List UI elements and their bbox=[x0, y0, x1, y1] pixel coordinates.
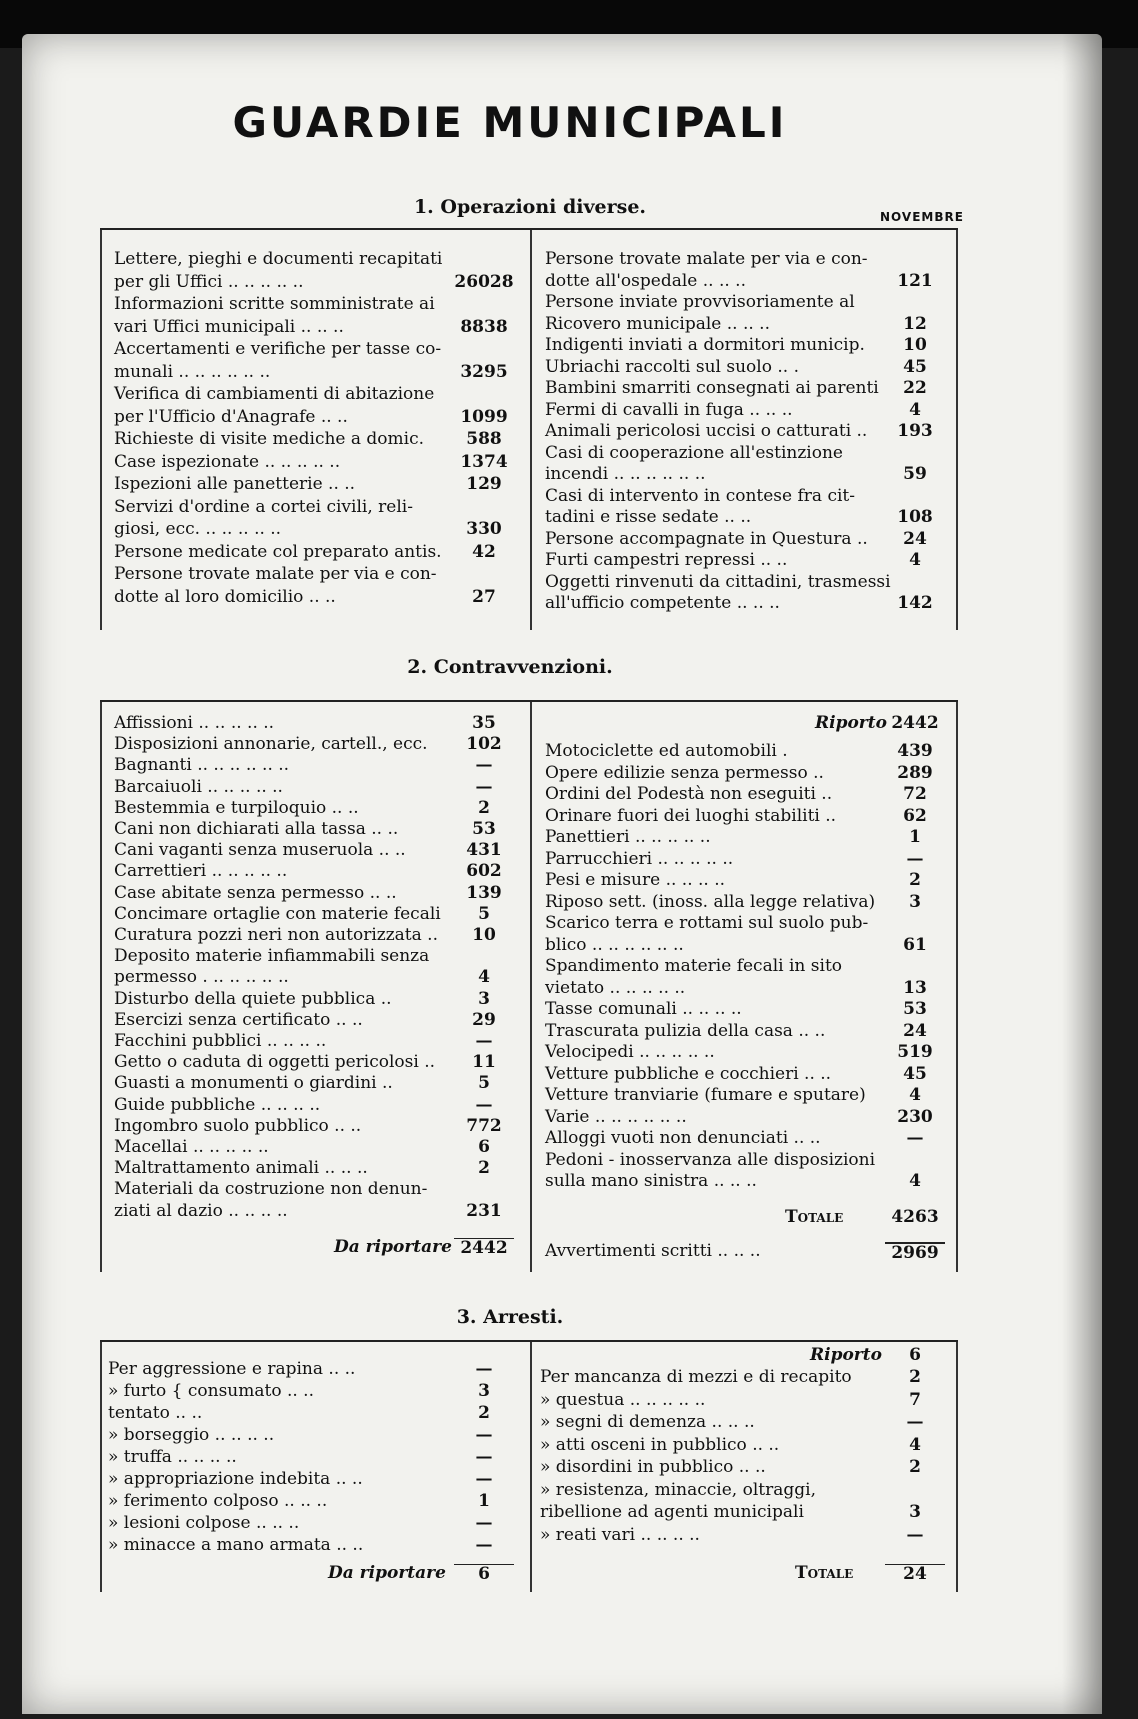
row-value: 772 bbox=[466, 1115, 502, 1136]
row-label: per l'Ufficio d'Anagrafe .. .. bbox=[114, 406, 348, 427]
row-label: Getto o caduta di oggetti pericolosi .. bbox=[114, 1052, 436, 1073]
row-label: Case abitate senza permesso .. .. bbox=[114, 882, 397, 903]
row-label: Persone medicate col preparato antis. bbox=[114, 541, 442, 562]
row-label: Materiali da costruzione non denun- bbox=[114, 1179, 428, 1200]
row-value: 10 bbox=[903, 335, 927, 355]
row-label: munali .. .. .. .. .. .. bbox=[114, 361, 271, 382]
row-value: 3 bbox=[478, 1381, 490, 1401]
row-label: Maltrattamento animali .. .. .. bbox=[114, 1158, 368, 1179]
month-label: NOVEMBRE bbox=[880, 210, 964, 224]
row-value: — bbox=[475, 755, 493, 776]
row-value: 519 bbox=[897, 1042, 933, 1062]
row-label: Pedoni - inosservanza alle disposizioni bbox=[545, 1149, 876, 1170]
section3-table: Per aggressione e rapina .. .. — » furto { consumato .. .. 3 tentato .. .. 2 » borseggio .. .. .. .. — » truffa .. .. .. .. — » appropriazione indebita .. .. — » ferimento colposo .. .. .. 1 » lesioni colpose .. .. .. — » minacce a mano armata .. .. — Da riportare 6 Riporto 6 Per mancanza di mezzi e di recapito 2 » questua .. .. .. .. .. 7 » segni di demenza .. .. .. — » atti osceni in pubblico .. .. 4 » disordini in pubblico .. .. 2 » resistenza, minaccie, oltraggi, ribellione ad agenti municipali 3 » reati vari .. .. .. .. — Totale 24 bbox=[100, 1340, 958, 1592]
row-label: vietato .. .. .. .. .. bbox=[545, 977, 686, 998]
row-value: — bbox=[475, 1447, 493, 1467]
row-value: 231 bbox=[466, 1200, 502, 1221]
row-label: Cani non dichiarati alla tassa .. .. bbox=[114, 819, 399, 839]
row-label: ziati al dazio .. .. .. .. bbox=[114, 1200, 288, 1221]
row-value: 2 bbox=[478, 797, 490, 818]
row-label: Persone inviate provvisoriamente al bbox=[545, 292, 855, 312]
row-label: Oggetti rinvenuti da cittadini, trasmessi bbox=[545, 571, 891, 592]
row-label: Persone trovate malate per via e con- bbox=[114, 564, 437, 584]
row-value: 59 bbox=[903, 464, 927, 484]
row-label: blico .. .. .. .. .. .. bbox=[545, 934, 684, 955]
row-value: 4 bbox=[909, 1085, 921, 1105]
row-label: Ingombro suolo pubblico .. .. bbox=[114, 1115, 362, 1136]
row-value: 602 bbox=[466, 861, 502, 882]
row-label: Macellai .. .. .. .. .. bbox=[114, 1137, 269, 1157]
row-value: 27 bbox=[472, 586, 496, 607]
row-label: incendi .. .. .. .. .. .. bbox=[545, 464, 706, 484]
row-label: » disordini in pubblico .. .. bbox=[540, 1457, 766, 1477]
row-value: 12 bbox=[903, 313, 927, 334]
row-value: — bbox=[475, 1469, 493, 1489]
row-label: Carrettieri .. .. .. .. .. bbox=[114, 861, 288, 882]
row-value: 5 bbox=[478, 903, 490, 924]
row-value: 4 bbox=[909, 550, 921, 570]
row-label: all'ufficio competente .. .. .. bbox=[545, 593, 780, 613]
row-label: Indigenti inviati a dormitori municip. bbox=[545, 335, 865, 355]
row-value: 45 bbox=[903, 356, 927, 377]
row-value: 4 bbox=[478, 967, 490, 988]
row-label: dotte al loro domicilio .. .. bbox=[114, 586, 336, 607]
row-value: 1 bbox=[478, 1491, 490, 1511]
row-label: Persone trovate malate per via e con- bbox=[545, 249, 868, 269]
row-value: 2 bbox=[909, 1367, 921, 1387]
row-value: 2 bbox=[478, 1158, 490, 1179]
row-value: — bbox=[475, 1425, 493, 1445]
row-value: 10 bbox=[472, 925, 496, 945]
row-label: Facchini pubblici .. .. .. .. bbox=[114, 1031, 327, 1051]
row-value: 2 bbox=[909, 870, 921, 890]
section3-left-column bbox=[108, 1360, 514, 1560]
row-label: Ubriachi raccolti sul suolo .. . bbox=[545, 356, 799, 377]
row-value: — bbox=[475, 776, 493, 797]
row-label: Lettere, pieghi e documenti recapitati bbox=[114, 249, 443, 269]
row-value: 22 bbox=[903, 378, 927, 398]
row-value: 121 bbox=[897, 270, 933, 291]
row-label: » minacce a mano armata .. .. bbox=[108, 1535, 364, 1555]
row-value: 1374 bbox=[460, 451, 508, 472]
row-value: — bbox=[475, 1359, 493, 1379]
row-value: 24 bbox=[903, 1020, 927, 1041]
row-label: » reati vari .. .. .. .. bbox=[540, 1524, 700, 1545]
row-label: Guide pubbliche .. .. .. .. bbox=[114, 1094, 321, 1115]
page-title: GUARDIE MUNICIPALI bbox=[232, 98, 788, 147]
row-value: 230 bbox=[897, 1106, 933, 1127]
row-label: Cani vaganti senza museruola .. .. bbox=[114, 840, 406, 861]
row-value: 588 bbox=[466, 429, 502, 449]
row-value: 289 bbox=[897, 762, 933, 783]
section2-title: 2. Contravvenzioni. bbox=[407, 656, 613, 678]
row-value: 26028 bbox=[454, 271, 514, 292]
row-value: — bbox=[475, 1031, 493, 1051]
row-value: — bbox=[475, 1094, 493, 1115]
row-value: 3 bbox=[909, 1502, 921, 1522]
row-label: » borseggio .. .. .. .. bbox=[108, 1425, 275, 1445]
row-label: Barcaiuoli .. .. .. .. .. bbox=[114, 776, 283, 797]
row-value: 3 bbox=[478, 988, 490, 1009]
row-label: Alloggi vuoti non denunciati .. .. bbox=[545, 1128, 821, 1148]
row-label: » questua .. .. .. .. .. bbox=[540, 1389, 706, 1410]
row-label: Fermi di cavalli in fuga .. .. .. bbox=[545, 399, 793, 420]
row-label: Panettieri .. .. .. .. .. bbox=[545, 827, 711, 847]
row-label: Servizi d'ordine a cortei civili, reli- bbox=[114, 496, 413, 517]
row-value: — bbox=[906, 848, 924, 869]
row-label: Bambini smarriti consegnati ai parenti bbox=[545, 378, 879, 398]
row-value: 2 bbox=[478, 1403, 490, 1423]
row-value: 5 bbox=[478, 1073, 490, 1094]
row-label: » atti osceni in pubblico .. .. bbox=[540, 1434, 780, 1455]
row-label: Motociclette ed automobili . bbox=[545, 741, 788, 761]
row-label: » ferimento colposo .. .. .. bbox=[108, 1491, 328, 1511]
row-label: Persone accompagnate in Questura .. bbox=[545, 528, 868, 549]
row-label: sulla mano sinistra .. .. .. bbox=[545, 1171, 757, 1191]
row-label: Guasti a monumenti o giardini .. bbox=[114, 1073, 393, 1094]
row-value: 72 bbox=[903, 784, 927, 804]
row-value: 42 bbox=[472, 541, 496, 562]
row-value: 53 bbox=[472, 819, 496, 839]
row-value: 4 bbox=[909, 1434, 921, 1455]
section1-title: 1. Operazioni diverse. bbox=[413, 196, 647, 218]
row-label: Bagnanti .. .. .. .. .. .. bbox=[114, 755, 290, 776]
section2-left-column bbox=[114, 714, 514, 1234]
row-label: Affissioni .. .. .. .. .. bbox=[114, 713, 275, 733]
row-value: 1 bbox=[909, 827, 921, 847]
row-label: » segni di demenza .. .. .. bbox=[540, 1412, 755, 1432]
row-label: vari Uffici municipali .. .. .. bbox=[114, 316, 344, 337]
row-value: 13 bbox=[903, 977, 927, 998]
row-label: Verifica di cambiamenti di abitazione bbox=[114, 384, 435, 404]
row-label: Scarico terra e rottami sul suolo pub- bbox=[545, 913, 869, 933]
row-label: Per aggressione e rapina .. .. bbox=[108, 1359, 356, 1379]
row-label: Pesi e misure .. .. .. .. bbox=[545, 870, 726, 890]
row-label: Trascurata pulizia della casa .. .. bbox=[545, 1020, 826, 1041]
row-value: 62 bbox=[903, 805, 927, 826]
row-label: Ordini del Podestà non eseguiti .. bbox=[545, 784, 833, 804]
row-value: 61 bbox=[903, 934, 927, 955]
row-label: Furti campestri repressi .. .. bbox=[545, 550, 788, 570]
row-value: 102 bbox=[466, 734, 502, 755]
row-label: Velocipedi .. .. .. .. .. bbox=[545, 1042, 715, 1062]
row-label: Informazioni scritte somministrate ai bbox=[114, 294, 435, 314]
row-label: Animali pericolosi uccisi o catturati .. bbox=[545, 421, 868, 441]
row-value: 7 bbox=[909, 1389, 921, 1410]
row-value: — bbox=[475, 1513, 493, 1533]
row-label: Vetture pubbliche e cocchieri .. .. bbox=[545, 1063, 832, 1084]
row-label: Bestemmia e turpiloquio .. .. bbox=[114, 797, 359, 818]
row-label: Esercizi senza certificato .. .. bbox=[114, 1009, 363, 1030]
row-label: Casi di cooperazione all'estinzione bbox=[545, 442, 843, 463]
row-label: Curatura pozzi neri non autorizzata .. bbox=[114, 925, 438, 945]
row-label: Opere edilizie senza permesso .. bbox=[545, 762, 824, 783]
row-value: 6 bbox=[478, 1137, 490, 1157]
row-label: Accertamenti e verifiche per tasse co- bbox=[114, 339, 442, 359]
row-label: tentato .. .. bbox=[108, 1403, 203, 1423]
section3-title: 3. Arresti. bbox=[456, 1306, 564, 1328]
row-value: 431 bbox=[466, 840, 502, 861]
row-label: Concimare ortaglie con materie fecali bbox=[114, 903, 441, 924]
section2-right-column bbox=[545, 741, 945, 1191]
row-value: 35 bbox=[472, 713, 496, 733]
row-label: » resistenza, minaccie, oltraggi, bbox=[540, 1479, 816, 1500]
row-value: 8838 bbox=[460, 316, 508, 337]
row-label: » appropriazione indebita .. .. bbox=[108, 1469, 363, 1489]
row-label: dotte all'ospedale .. .. .. bbox=[545, 270, 746, 291]
row-value: 193 bbox=[897, 421, 933, 441]
row-label: » furto { consumato .. .. bbox=[108, 1381, 314, 1401]
row-value: 11 bbox=[472, 1052, 496, 1073]
row-label: ribellione ad agenti municipali bbox=[540, 1502, 804, 1522]
section1-right-column bbox=[545, 250, 945, 630]
row-label: Disturbo della quiete pubblica .. bbox=[114, 988, 392, 1009]
row-value: 139 bbox=[466, 882, 502, 903]
row-label: Parrucchieri .. .. .. .. .. bbox=[545, 848, 734, 869]
row-label: Spandimento materie fecali in sito bbox=[545, 956, 843, 976]
section1-left-column bbox=[114, 250, 514, 630]
row-value: — bbox=[906, 1412, 924, 1432]
row-label: per gli Uffici .. .. .. .. .. bbox=[114, 271, 304, 292]
row-value: 45 bbox=[903, 1063, 927, 1084]
row-label: Case ispezionate .. .. .. .. .. bbox=[114, 451, 341, 472]
row-label: Disposizioni annonarie, cartell., ecc. bbox=[114, 734, 428, 755]
row-value: 3295 bbox=[460, 361, 508, 382]
row-label: giosi, ecc. .. .. .. .. .. bbox=[114, 519, 282, 539]
row-value: 108 bbox=[897, 507, 933, 527]
row-value: 4 bbox=[909, 399, 921, 420]
row-value: 2 bbox=[909, 1457, 921, 1477]
row-value: 4 bbox=[909, 1171, 921, 1191]
row-label: Ispezioni alle panetterie .. .. bbox=[114, 474, 356, 494]
row-label: permesso . .. .. .. .. .. bbox=[114, 967, 289, 988]
row-value: 53 bbox=[903, 999, 927, 1019]
section3-right-column bbox=[540, 1368, 945, 1558]
row-label: Riposo sett. (inoss. alla legge relativa) bbox=[545, 891, 876, 912]
row-value: 439 bbox=[897, 741, 933, 761]
row-label: Ricovero municipale .. .. .. bbox=[545, 313, 770, 334]
row-value: 129 bbox=[466, 474, 502, 494]
row-label: » truffa .. .. .. .. bbox=[108, 1447, 237, 1467]
page-shadow bbox=[1062, 34, 1102, 1714]
row-label: Vetture tranviarie (fumare e sputare) bbox=[545, 1085, 866, 1105]
row-label: Per mancanza di mezzi e di recapito bbox=[540, 1367, 852, 1387]
row-label: Richieste di visite mediche a domic. bbox=[114, 429, 425, 449]
row-value: 330 bbox=[466, 519, 502, 539]
row-value: 29 bbox=[472, 1009, 496, 1030]
row-value: — bbox=[906, 1524, 924, 1545]
row-value: — bbox=[906, 1128, 924, 1148]
row-value: — bbox=[475, 1535, 493, 1555]
row-label: Varie .. .. .. .. .. .. bbox=[545, 1106, 687, 1127]
section2-table: Affissioni .. .. .. .. .. 35 Disposizioni annonarie, cartell., ecc. 102 Bagnanti .. .. .. .. .. .. — Barcaiuoli .. .. .. .. .. — Bestemmia e turpiloquio .. .. 2 Cani non dichiarati alla tassa .. .. 53 Cani vaganti senza museruola .. .. 431 Carrettieri .. .. .. .. .. 602 Case abitate senza permesso .. .. 139 Concimare ortaglie con materie fecali 5 Curatura pozzi neri non autorizzata .. 10 Deposito materie infiammabili senza permesso . .. .. .. .. .. 4 Disturbo della quiete pubblica .. 3 Esercizi senza certificato .. .. 29 Facchini pubblici .. .. .. .. — Getto o caduta di oggetti pericolosi .. 11 Guasti a monumenti o giardini .. 5 Guide pubbliche .. .. .. .. — Ingombro suolo pubblico .. .. 772 Macellai .. .. .. .. .. 6 Maltrattamento animali .. .. .. 2 Materiali da costruzione non denun- ziati al dazio .. .. .. .. 231 Da riportare 2442 Riporto 2442 Motociclette ed automobili . 439 Opere edilizie senza permesso .. 289 Ordini del Podestà non eseguiti .. 72 Orinare fuori dei luoghi stabiliti .. 62 Panettieri .. .. .. .. .. 1 Parrucchieri .. .. .. .. .. — Pesi e misure .. .. .. .. 2 Riposo sett. (inoss. alla legge relativa) 3 Scarico terra e rottami sul suolo pub- blico .. .. .. .. .. .. 61 Spandimento materie fecali in sito vietato .. .. .. .. .. 13 Tasse comunali .. .. .. .. 53 Trascurata pulizia della casa .. .. 24 Velocipedi .. .. .. .. .. 519 Vetture pubbliche e cocchieri .. .. 45 Vetture tranviarie (fumare e sputare) 4 Varie .. .. .. .. .. .. 230 Alloggi vuoti non denunciati .. .. — Pedoni - inosservanza alle disposizioni sulla mano sinistra .. .. .. 4 Totale 4263 Avvertimenti scritti .. .. .. 2969 bbox=[100, 700, 958, 1272]
row-value: 1099 bbox=[460, 406, 508, 427]
row-label: Deposito materie infiammabili senza bbox=[114, 946, 430, 967]
row-value: 24 bbox=[903, 528, 927, 549]
row-label: Casi di intervento in contese fra cit- bbox=[545, 485, 855, 506]
row-value: 3 bbox=[909, 891, 921, 912]
row-label: » lesioni colpose .. .. .. bbox=[108, 1513, 300, 1533]
row-label: Tasse comunali .. .. .. .. bbox=[545, 999, 742, 1019]
row-label: Orinare fuori dei luoghi stabiliti .. bbox=[545, 805, 837, 826]
section1-table bbox=[100, 228, 958, 630]
row-label: tadini e risse sedate .. .. bbox=[545, 507, 752, 527]
row-value: 142 bbox=[897, 593, 933, 613]
